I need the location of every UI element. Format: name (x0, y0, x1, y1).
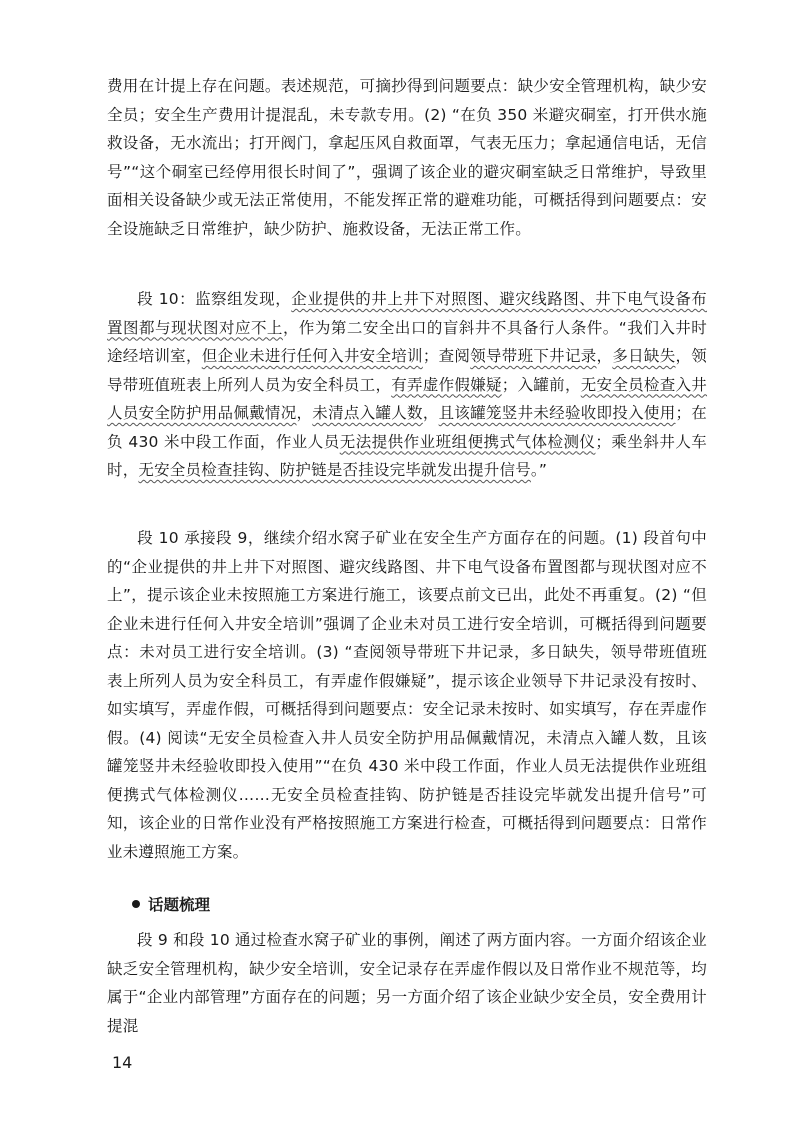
topic-heading (132, 893, 210, 915)
text: ， (296, 404, 313, 422)
text: ；查阅 (422, 347, 471, 365)
text: ，领导带班值班表上所列人员为安全科员工， (107, 347, 707, 394)
underlined-text: 无法提供作业班组便携式气体检测仪 (339, 432, 596, 451)
text: 段 10：监察组发现， (137, 290, 292, 308)
underlined-text: 且该罐笼竖井未经验收即投入使用 (438, 404, 676, 422)
underlined-text: 未清点入罐人数 (312, 404, 423, 422)
topic-heading-label: 话题梳理 (148, 896, 211, 914)
underlined-text: 多日缺失 (612, 347, 676, 365)
text: 段 9 和段 10 通过检查水窝子矿业的事例，阐述了两方面内容。一方面介绍该企业缺乏安全管理机构，缺少安全培训，安全记录存在弄虚作假以及日常作业不规范等，均属于“企业内部管理”方面存在的问题；另一方面介绍了该企业缺少安全员，安全费用计提混 (107, 931, 707, 1035)
underlined-text: 企业提供的井上井下对照图、避灾线路图、井下电气设备布置图都与现状图对应不上 (107, 290, 708, 337)
text: 段 10 承接段 9，继续介绍水窝子矿业在安全生产方面存在的问题。(1) 段首句中的“企业提供的井上井下对照图、避灾线路图、井下电气设备布置图都与现状图对应不上”，提示该企业未按照施工方案进行施工，该要点前文已出，此处不再重复。(2) “但企业未进行任何入井安全培训”强调了企业未对员工进行安全培训，可概括得到问题要点：未对员工进行安全培训。(3) “查阅领导带班下井记录，多日缺失，领导带班值班表上所列人员为安全科员工，有弄虚作假嫌疑”，提示该企业领导下井记录没有按时、如实填写，弄虚作假，可概括得到问题要点：安全记录未按时、如实填写，存在弄虚作假。(4) 阅读“无安全员检查入井人员安全防护用品佩戴情况，未清点入罐人数，且该罐笼竖井未经验收即投入使用”“在负 430 米中段工作面，作业人员无法提供作业班组便携式气体检测仪……无安全员检查挂钩、防护链是否挂设完毕就发出提升信号”可知，该企业的日常作业没有严格按照施工方案进行检查，可概括得到问题要点：日常作业未遵照施工方案。 (107, 529, 707, 861)
paragraph-analysis-section-10 (107, 524, 707, 866)
underlined-text: 无安全员检查挂钩、防护链是否挂设完毕就发出提升信号 (138, 461, 531, 479)
paragraph-section-10 (107, 285, 707, 485)
text: ， (422, 404, 439, 422)
underlined-text: 有弄虚作假嫌疑 (391, 375, 502, 394)
bullet-icon (132, 900, 140, 908)
paragraph-topic-summary (107, 926, 707, 1040)
underlined-text: 但企业未进行任何入井安全培训 (201, 347, 423, 365)
underlined-text: 领导带班下井记录 (470, 347, 597, 365)
text: ；在负 430 米中段工作面，作业人员 (107, 404, 708, 451)
paragraph-analysis-part1: 费用在计提上存在问题。表述规范，可摘抄得到问题要点：缺少安全管理机构，缺少安全员；安全生产费用计提混乱，未专款专用。(2) “在负 350 米避灾硐室，打开供水施救设备，无水流出；打开阀门，拿起压风自救面罩，气表无压力；拿起通信电话，无信号”“这个硐室已经停用很长时间了”，强调了该企业的避灾硐室缺乏日常维护，导致里面相关设备缺少或无法正常使用，不能发挥正常的避难功能，可概括得到问题要点：安全设施缺乏日常维护，缺少防护、施救设备，无法正常工作。 (107, 77, 707, 238)
text: ，作为第二安全出口的盲斜井不具备行人条件。“我们入井时途经培训室， (107, 318, 708, 365)
text: ；入罐前， (501, 375, 581, 394)
text: ；乘坐斜井人车时， (107, 432, 707, 479)
page-number: 14 (112, 1053, 133, 1072)
text: 。” (530, 461, 548, 479)
text: ， (596, 347, 613, 365)
underlined-text: 无安全员检查入井人员安全防护用品佩戴情况 (107, 375, 708, 422)
